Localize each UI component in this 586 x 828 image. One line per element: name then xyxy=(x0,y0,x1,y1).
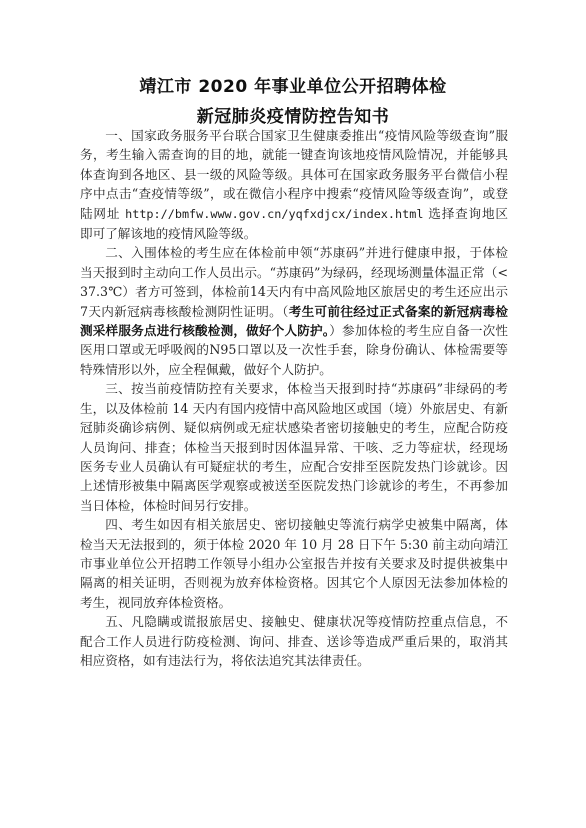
paragraph-3 xyxy=(80,379,508,515)
paragraph-text: 五、凡隐瞒或谎报旅居史、接触史、健康状况等疫情防控重点信息，不配合工作人员进行防疫检测、询问、排查、送诊等造成严重后果的，取消其相应资格，如有违法行为，将依法追究其法律责任。 xyxy=(80,614,508,668)
paragraph-text: 三、按当前疫情防控有关要求，体检当天报到时持“苏康码”非绿码的考生，以及体检前 14 天内有国内疫情中高风险地区或国（境）外旅居史、有新冠肺炎确诊病例、疑似病例或无症状感染者密切接触史的考生，应配合防疫人员询问、排查；体检当天报到时因体温异常、干咳、乏力等症状，经现场医务专业人员确认有可疑症状的考生，应配合安排至医院发热门诊就诊。因上述情形被集中隔离医学观察或被送至医院发热门诊就诊的考生，不再参加当日体检，体检时间另行安排。 xyxy=(80,381,508,513)
document-body xyxy=(80,126,508,670)
paragraph-text: ）参加体检的考生应自备一次性医用口罩或无呼吸阀的N95口罩以及一次性手套，除身份确认、体检需要等特殊情形以外，应全程佩戴，做好个人防护。 xyxy=(80,323,509,377)
risk-query-url: http://bmfw.www.gov.cn/yqfxdjcx/index.html xyxy=(125,206,424,221)
document-title-line1: 靖江市 2020 年事业单位公开招聘体检 xyxy=(139,77,447,97)
paragraph-4 xyxy=(80,515,508,612)
paragraph-text: 四、考生如因有相关旅居史、密切接触史等流行病学史被集中隔离，体检当天无法报到的，须于体检 2020 年 10 月 28 日下午 5:30 前主动向靖江市事业单位公开招聘工作领导小组办公室报告并按有关要求及时提供被集中隔离的相关证明，否则视为放弃体检资格。因其它个人原因无法参加体检的考生，视同放弃体检资格。 xyxy=(80,517,508,610)
paragraph-text: 选择查询地区即可了解该地的疫情风险等级。 xyxy=(80,205,508,242)
paragraph-text: 二、入围体检的考生应在体检前申领“苏康码”并进行健康申报，于体检当天报到时主动向工作人员出示。“苏康码”为绿码，经现场测量体温正常（<37.3℃）者方可签到，体检前14天内有中高风险地区旅居史的考生还应出示7天内新冠病毒核酸检测阴性证明。（ xyxy=(80,245,508,319)
paragraph-1 xyxy=(80,126,508,243)
document-title-line2: 新冠肺炎疫情防控告知书 xyxy=(196,107,390,127)
paragraph-2 xyxy=(80,243,508,379)
paragraph-text: 一、国家政务服务平台联合国家卫生健康委推出“疫情风险等级查询”服务，考生输入需查询的目的地，就能一键查询该地疫情风险情况，并能够具体查询到各地区、县一级的风险等级。具体可在国家政务服务平台微信小程序中点击“查疫情等级”，或在微信小程序中搜索“疫情风险等级查询”，或登陆网址 xyxy=(80,128,508,221)
paragraph-5 xyxy=(80,612,508,670)
bold-notice: 考生可前往经过正式备案的新冠病毒检测采样服务点进行核酸检测，做好个人防护。 xyxy=(80,303,508,339)
